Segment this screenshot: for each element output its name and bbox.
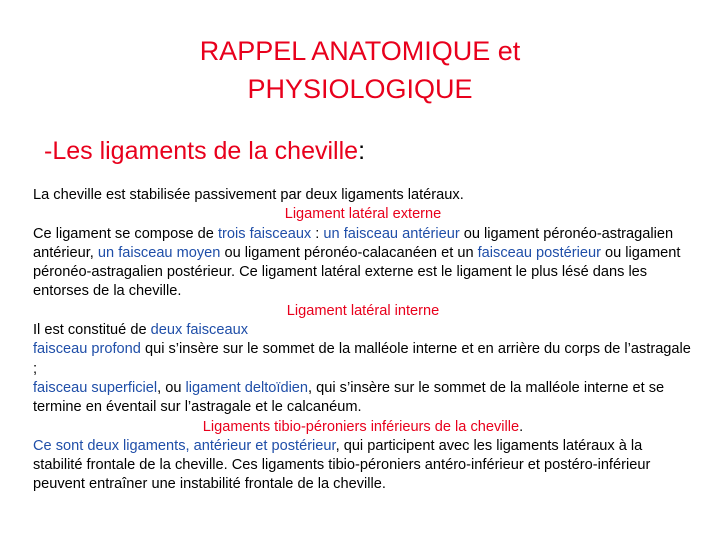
text-segment: Ligament latéral externe [284,206,442,223]
text-segment: faisceau postérieur [477,244,601,261]
text-segment: Ce sont deux ligaments, antérieur et postérieur [33,437,336,454]
body-paragraph [33,340,693,379]
body-subheading [33,302,693,321]
title-line-1: RAPPEL ANATOMIQUE et [199,36,521,66]
body-paragraph [33,379,693,418]
text-segment: un faisceau antérieur [323,225,460,242]
text-segment: , qui s’insère sur le sommet de la malléole interne et se termine en éventail sur l’astragale et le calcanéum. [33,379,665,416]
title-line-2: PHYSIOLOGIQUE [247,74,473,104]
text-segment: Ce ligament se compose de [33,225,218,242]
body-paragraph [33,186,693,205]
text-segment: , qui participent avec les ligaments latéraux à la stabilité frontale de la cheville. Ces ligaments tibio-péroniers antéro-inférieur et postéro-inférieur peuvent entraîner une instabilité frontale de la cheville. [33,437,651,493]
text-segment: trois faisceaux [217,225,312,242]
text-segment: faisceau profond [33,341,141,358]
section-heading [44,136,365,166]
body-paragraph [33,225,693,302]
text-segment: ou ligament péronéo-astragalien postérieur. Ce ligament latéral externe est le ligament le plus lésé dans les entorses de la cheville. [33,244,681,300]
text-segment: Ligament latéral interne [286,302,440,319]
text-segment: faisceau superficiel [33,379,158,396]
text-segment: Ligaments tibio-péroniers inférieurs de la cheville [202,418,520,435]
text-segment: La cheville est stabilisée passivement par deux ligaments latéraux. [33,187,464,203]
text-segment: ou ligament péronéo-astragalien antérieur, [33,225,674,261]
body-subheading [33,418,693,437]
body-paragraph [33,321,693,340]
section-heading-colon: : [358,137,366,165]
body-paragraph [33,437,693,495]
text-segment: : [311,225,324,242]
body-subheading [33,205,693,224]
text-segment: Il est constitué de [33,322,151,339]
text-segment: ligament deltoïdien [185,379,309,396]
text-segment: qui s’insère sur le sommet de la malléole interne et en arrière du corps de l’astragale ; [33,341,691,377]
text-segment: . [519,418,524,435]
section-heading-text: -Les ligaments de la cheville [44,137,359,165]
text-segment: ou ligament péronéo-calacanéen et un [220,244,478,261]
body-text [33,186,693,495]
text-segment: , ou [157,379,186,396]
text-segment: deux faisceaux [150,322,248,339]
slide-title [110,32,610,108]
text-segment: un faisceau moyen [97,244,221,261]
